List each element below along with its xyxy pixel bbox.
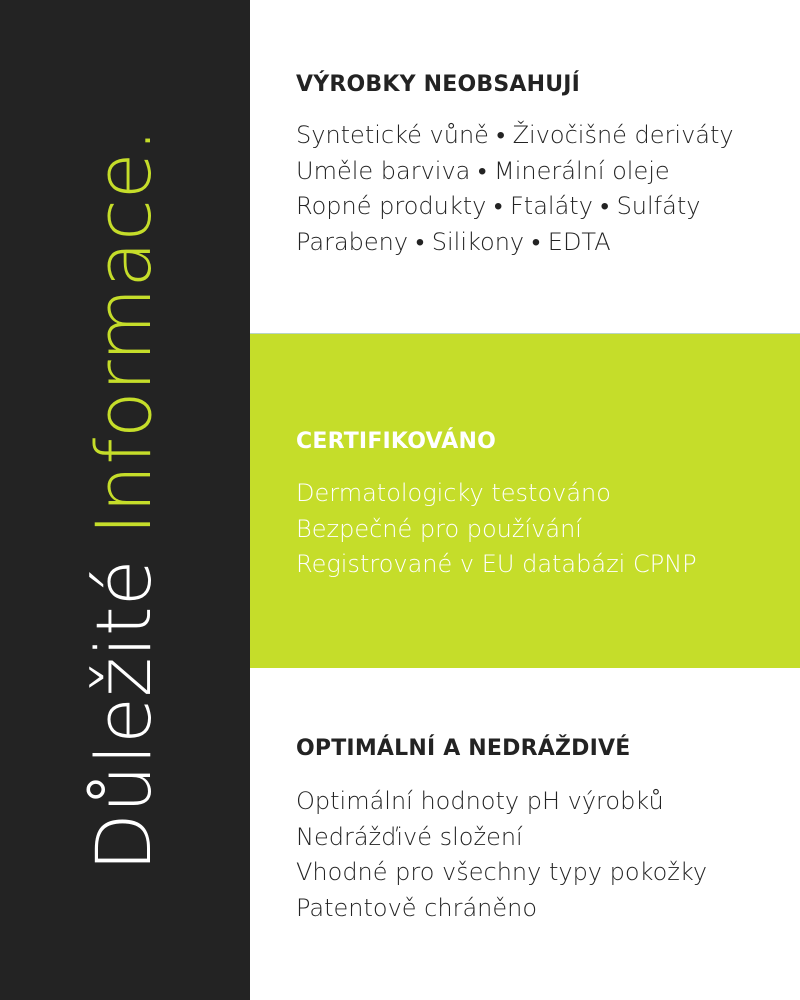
title-part-important: Důležité	[79, 535, 168, 872]
list-item: Parabeny • Silikony • EDTA	[296, 227, 611, 256]
list-item: Optimální hodnoty pH výrobků	[296, 787, 664, 815]
section-heading: VÝROBKY NEOBSAHUJÍ	[296, 72, 581, 97]
list-item: Syntetické vůně • Živočišné deriváty	[296, 121, 734, 149]
certification-list	[296, 476, 697, 583]
list-item: Dermatologicky testováno	[296, 479, 611, 507]
benefits-list	[296, 784, 707, 926]
list-item: Registrované v EU databázi CPNP	[296, 550, 697, 578]
title-part-information: Informace.	[79, 128, 168, 536]
vertical-title	[79, 128, 168, 872]
section-free-from	[250, 0, 800, 333]
list-item: Bezpečné pro používání	[296, 514, 582, 543]
list-item: Vhodné pro všechny typy pokožky	[296, 858, 708, 886]
list-item: Nedrážďivé složení	[296, 822, 523, 851]
section-heading: OPTIMÁLNÍ A NEDRÁŽDIVÉ	[296, 736, 631, 761]
list-item: Patentově chráněno	[296, 893, 538, 922]
section-certified	[250, 333, 800, 669]
list-item: Ropné produkty • Ftaláty • Sulfáty	[296, 192, 701, 220]
sidebar	[0, 0, 250, 1000]
list-item: Uměle barviva • Minerální oleje	[296, 156, 670, 185]
section-heading: CERTIFIKOVÁNO	[296, 429, 496, 454]
section-optimal	[250, 668, 800, 1000]
ingredient-list	[296, 118, 734, 260]
